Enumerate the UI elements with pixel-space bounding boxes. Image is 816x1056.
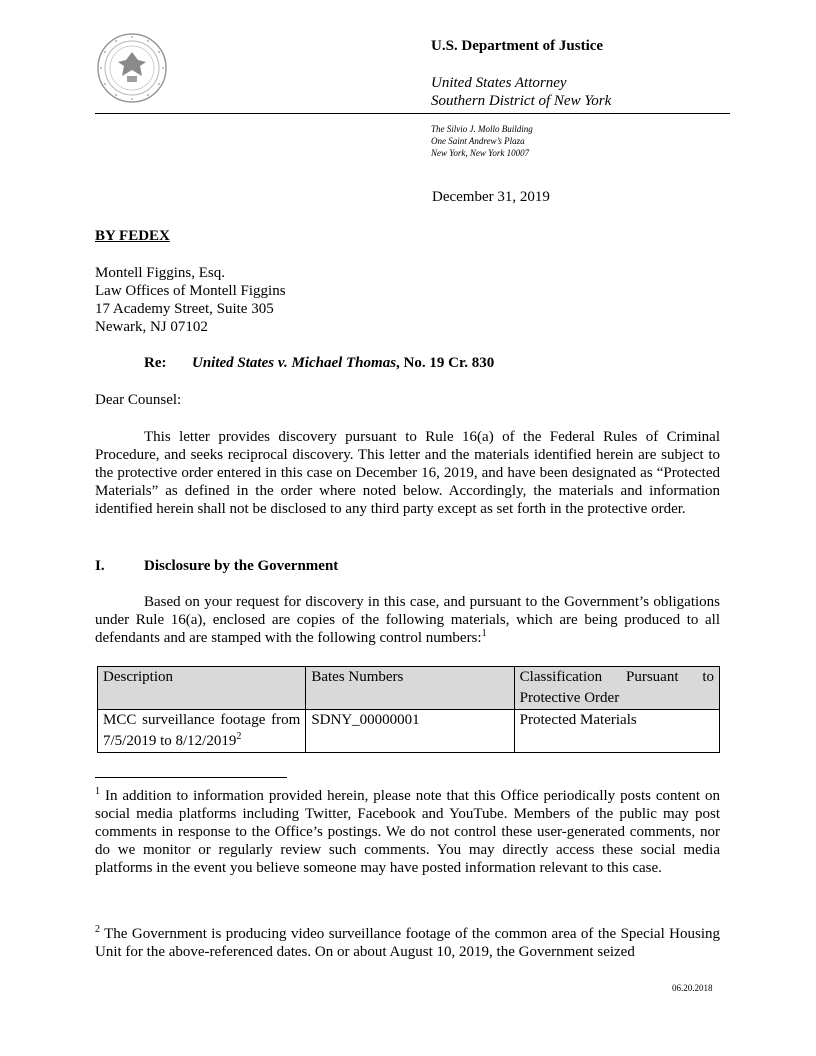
office-address: [431, 123, 533, 159]
office-line-1: United States Attorney: [431, 75, 567, 91]
footnote-2-text: The Government is producing video surveillance footage of the common area of the Special Housing Unit for the above-referenced dates. On or about August 10, 2019, the Government seized: [95, 926, 720, 960]
case-number: , No. 19 Cr. 830: [396, 355, 495, 371]
footnote-2: [95, 925, 720, 961]
description-text: MCC surveillance footage from 7/5/2019 to 8/12/2019: [103, 712, 301, 749]
delivery-method: BY FEDEX: [95, 228, 170, 244]
section-title: Disclosure by the Government: [144, 558, 339, 574]
footnote-ref-1: 1: [481, 628, 487, 639]
department-name: U.S. Department of Justice: [431, 38, 604, 54]
discovery-table: [97, 666, 720, 753]
doj-seal-icon: [96, 32, 168, 104]
header-description: Description: [98, 667, 306, 710]
letter-date: December 31, 2019: [432, 189, 550, 205]
address-line-1: The Silvio J. Mollo Building: [431, 124, 533, 134]
cell-bates: SDNY_00000001: [306, 710, 514, 753]
recipient-name: Montell Figgins, Esq.: [95, 265, 226, 281]
body-paragraph-2: [95, 593, 720, 647]
form-version-code: 06.20.2018: [672, 983, 713, 993]
footnote-1-number: 1: [95, 786, 100, 797]
recipient-city: Newark, NJ 07102: [95, 319, 208, 335]
body-paragraph-1: This letter provides discovery pursuant to Rule 16(a) of the Federal Rules of Criminal Procedure, and seeks reciprocal discovery. This letter and the materials identified herein are subject to the protective order entered in this case on December 16, 2019, and have been designated as “Protected Materials” as defined in the order where noted below. Accordingly, the materials and information identified herein shall not be disclosed to any third party except as set forth in the protective order.: [95, 429, 720, 517]
address-line-3: New York, New York 10007: [431, 148, 530, 158]
section-heading: [95, 557, 338, 575]
re-line: [144, 354, 494, 372]
office-name: [431, 74, 611, 110]
recipient-street: 17 Academy Street, Suite 305: [95, 301, 274, 317]
recipient-firm: Law Offices of Montell Figgins: [95, 283, 286, 299]
address-line-2: One Saint Andrew’s Plaza: [431, 136, 525, 146]
body-paragraph-2-text: Based on your request for discovery in this case, and pursuant to the Government’s obligations under Rule 16(a), enclosed are copies of the following materials, which are being produced to all defendants and are stamped with the following control numbers:: [95, 594, 720, 646]
re-label: Re:: [144, 355, 167, 371]
section-number: I.: [95, 558, 105, 574]
footnote-2-number: 2: [95, 924, 100, 935]
footnote-1: [95, 787, 720, 877]
case-name: United States v. Michael Thomas: [192, 355, 397, 371]
cell-classification: Protected Materials: [514, 710, 719, 753]
letterhead-divider: [95, 113, 730, 114]
footnote-1-text: In addition to information provided herein, please note that this Office periodically posts content on social media platforms including Twitter, Facebook and YouTube. Members of the public may post comments in response to the Office’s postings. We do not control these user-generated comments, nor do we monitor or regularly review such comments. You may directly access these social media platforms in the event you believe someone may have posted information relevant to this case.: [95, 788, 720, 876]
header-classification: Classification Pursuant to Protective Order: [514, 667, 719, 710]
office-line-2: Southern District of New York: [431, 93, 612, 109]
header-bates-numbers: Bates Numbers: [306, 667, 514, 710]
cell-description: [98, 710, 306, 753]
footnote-ref-2: 2: [236, 731, 242, 742]
table-row: [98, 710, 720, 753]
footnote-divider: [95, 777, 287, 778]
recipient-address: [95, 264, 286, 336]
table-header-row: [98, 667, 720, 710]
salutation: Dear Counsel:: [95, 392, 182, 408]
